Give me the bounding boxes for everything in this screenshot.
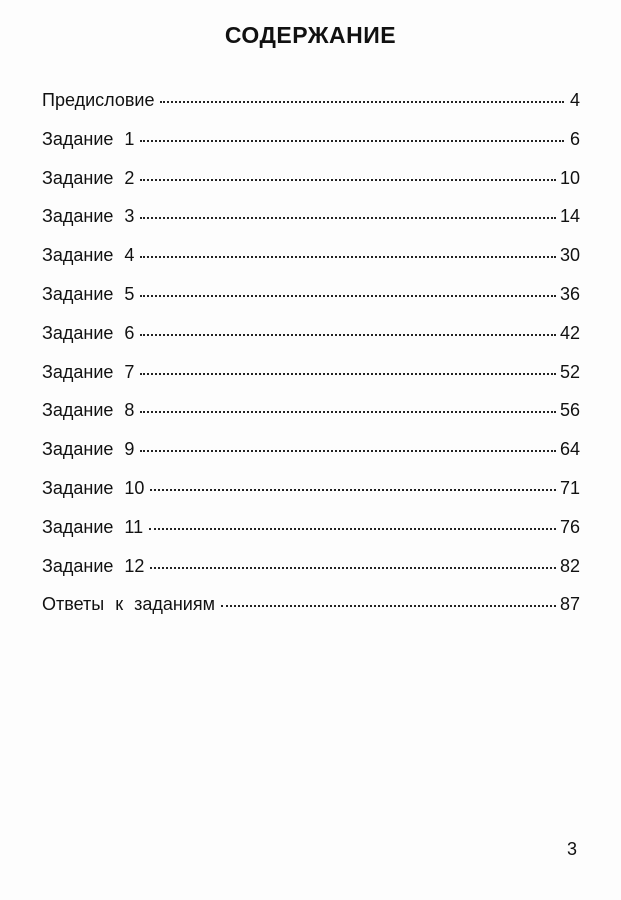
toc-leader-dots — [140, 295, 556, 297]
toc-entry[interactable] — [42, 478, 580, 517]
toc-entry-label: Задание 12 — [42, 555, 145, 576]
toc-leader-dots — [150, 567, 556, 569]
toc-entry-label: Задание 7 — [42, 361, 135, 382]
toc-entry-page: 6 — [569, 128, 580, 149]
toc-entry-page: 71 — [559, 477, 580, 498]
table-of-contents — [42, 90, 580, 633]
toc-entry[interactable] — [42, 168, 580, 207]
toc-leader-dots — [140, 373, 556, 375]
toc-entry-label: Задание 5 — [42, 283, 135, 304]
toc-leader-dots — [160, 101, 564, 103]
toc-entry[interactable] — [42, 400, 580, 439]
toc-entry[interactable] — [42, 323, 580, 362]
toc-leader-dots — [221, 605, 556, 607]
page-title: СОДЕРЖАНИЕ — [224, 22, 397, 48]
toc-leader-dots — [140, 217, 556, 219]
toc-entry[interactable] — [42, 517, 580, 556]
toc-entry[interactable] — [42, 90, 580, 129]
toc-entry-page: 42 — [559, 322, 580, 343]
toc-entry-page: 87 — [559, 594, 580, 615]
toc-entry[interactable] — [42, 594, 580, 633]
toc-entry-page: 52 — [559, 361, 580, 382]
toc-entry-page: 64 — [559, 439, 580, 460]
toc-entry-label: Задание 11 — [42, 516, 144, 537]
toc-entry-label: Задание 1 — [42, 128, 135, 149]
toc-entry-label: Задание 6 — [42, 322, 135, 343]
toc-entry-label: Задание 9 — [42, 439, 135, 460]
toc-entry-label: Задание 3 — [42, 206, 135, 227]
toc-entry-label: Задание 2 — [42, 167, 135, 188]
toc-leader-dots — [140, 450, 556, 452]
toc-leader-dots — [140, 179, 556, 181]
toc-leader-dots — [149, 528, 556, 530]
toc-entry[interactable] — [42, 129, 580, 168]
page-number: 3 — [566, 839, 577, 859]
toc-leader-dots — [140, 411, 556, 413]
toc-entry[interactable] — [42, 362, 580, 401]
toc-entry-page: 36 — [559, 283, 580, 304]
toc-entry-page: 76 — [559, 516, 580, 537]
toc-entry-page: 14 — [559, 206, 580, 227]
toc-entry[interactable] — [42, 439, 580, 478]
toc-entry[interactable] — [42, 556, 580, 595]
toc-entry-page: 56 — [559, 400, 580, 421]
toc-entry-page: 10 — [559, 167, 580, 188]
toc-leader-dots — [140, 256, 556, 258]
toc-leader-dots — [150, 489, 556, 491]
toc-entry-label: Задание 8 — [42, 400, 135, 421]
toc-leader-dots — [140, 140, 564, 142]
toc-entry[interactable] — [42, 206, 580, 245]
toc-entry[interactable] — [42, 284, 580, 323]
toc-entry-label: Предисловие — [42, 90, 155, 110]
toc-entry-page: 30 — [559, 245, 580, 266]
toc-entry-page: 4 — [569, 90, 580, 110]
toc-entry-label: Ответы к заданиям — [42, 594, 215, 615]
toc-entry-page: 82 — [559, 555, 580, 576]
toc-entry-label: Задание 10 — [42, 477, 145, 498]
toc-entry[interactable] — [42, 245, 580, 284]
toc-leader-dots — [140, 334, 556, 336]
toc-entry-label: Задание 4 — [42, 245, 135, 266]
